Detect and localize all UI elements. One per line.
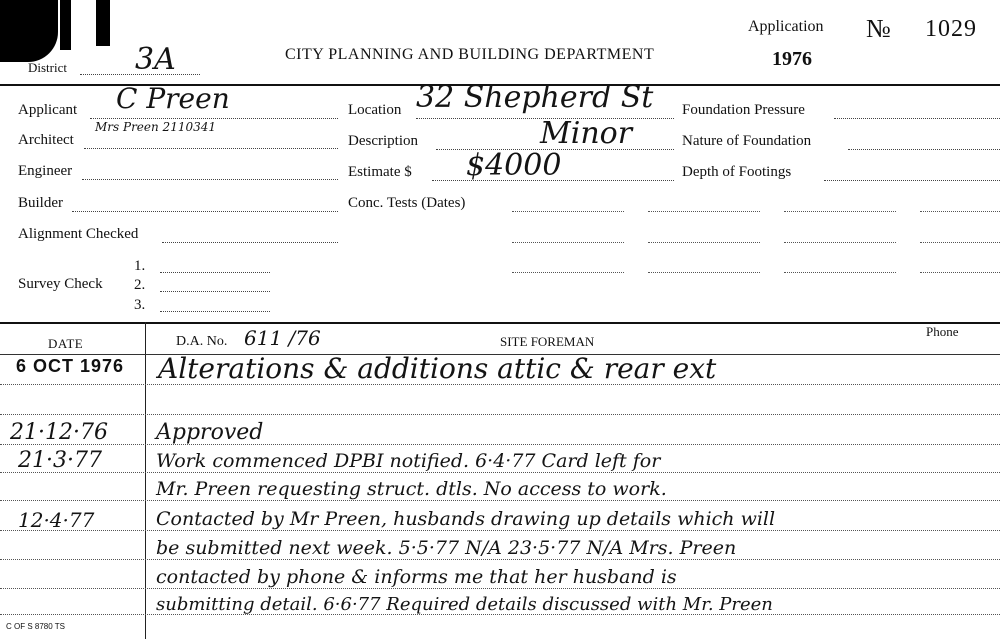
log-date: 12·4·77 [18,508,95,532]
log-top-rule [0,322,1000,324]
architect-label: Architect [18,132,74,148]
foundation-pressure-label: Foundation Pressure [682,102,805,118]
engineer-label: Engineer [18,163,73,179]
alignment-label: Alignment Checked [18,226,139,242]
survey-item: 1. [134,258,146,274]
da-number-label: D.A. No. [176,334,228,349]
application-year: 1976 [772,48,812,70]
log-date: 6 OCT 1976 [16,356,125,376]
log-text: submitting detail. 6·6·77 Required details discussed with Mr. Preen [156,594,773,615]
log-text: be submitted next week. 5·5·77 N/A 23·5·77 N/A Mrs. Preen [156,537,737,559]
redaction-blot [96,0,110,46]
site-foreman-label: SITE FOREMAN [500,334,595,349]
depth-of-footings-label: Depth of Footings [682,164,792,180]
description-label: Description [348,133,418,149]
column-divider [145,322,146,639]
number-sign: № [866,14,891,43]
location-label: Location [348,102,402,118]
nature-of-foundation-label: Nature of Foundation [682,133,812,149]
date-column-header: DATE [48,336,84,351]
applicant-label: Applicant [18,102,78,118]
log-date: 21·3·77 [18,448,102,473]
da-number-value: 611 /76 [244,326,321,350]
district-label: District [28,60,67,75]
log-text: Approved [156,420,264,445]
survey-item: 2. [134,277,146,293]
log-date: 21·12·76 [10,420,108,445]
estimate-label: Estimate $ [348,164,412,180]
log-text: contacted by phone & informs me that her husband is [156,566,677,588]
phone-label: Phone [926,324,959,339]
description-value: Minor [540,116,633,151]
survey-label: Survey Check [18,276,103,292]
survey-item: 3. [134,297,146,313]
builder-label: Builder [18,195,63,211]
form-code: C OF S 8780 TS [6,622,65,631]
department-title: CITY PLANNING AND BUILDING DEPARTMENT [285,46,655,63]
application-label: Application [748,18,824,35]
district-value: 3A [135,42,176,77]
log-text: Alterations & additions attic & rear ext [158,352,717,385]
applicant-value: C Preen [116,82,230,115]
estimate-value: $4000 [466,148,562,183]
location-value: 32 Shepherd St [416,80,654,115]
log-text: Mr. Preen requesting struct. dtls. No access to work. [156,478,667,500]
redaction-blot [0,0,58,62]
applicant-note: Mrs Preen 2110341 [95,120,216,134]
redaction-blot [60,0,71,50]
application-number: 1029 [925,16,977,42]
conc-tests-label: Conc. Tests (Dates) [348,195,466,211]
log-text: Work commenced DPBI notified. 6·4·77 Card left for [156,450,661,472]
log-text: Contacted by Mr Preen, husbands drawing up details which will [156,508,776,530]
